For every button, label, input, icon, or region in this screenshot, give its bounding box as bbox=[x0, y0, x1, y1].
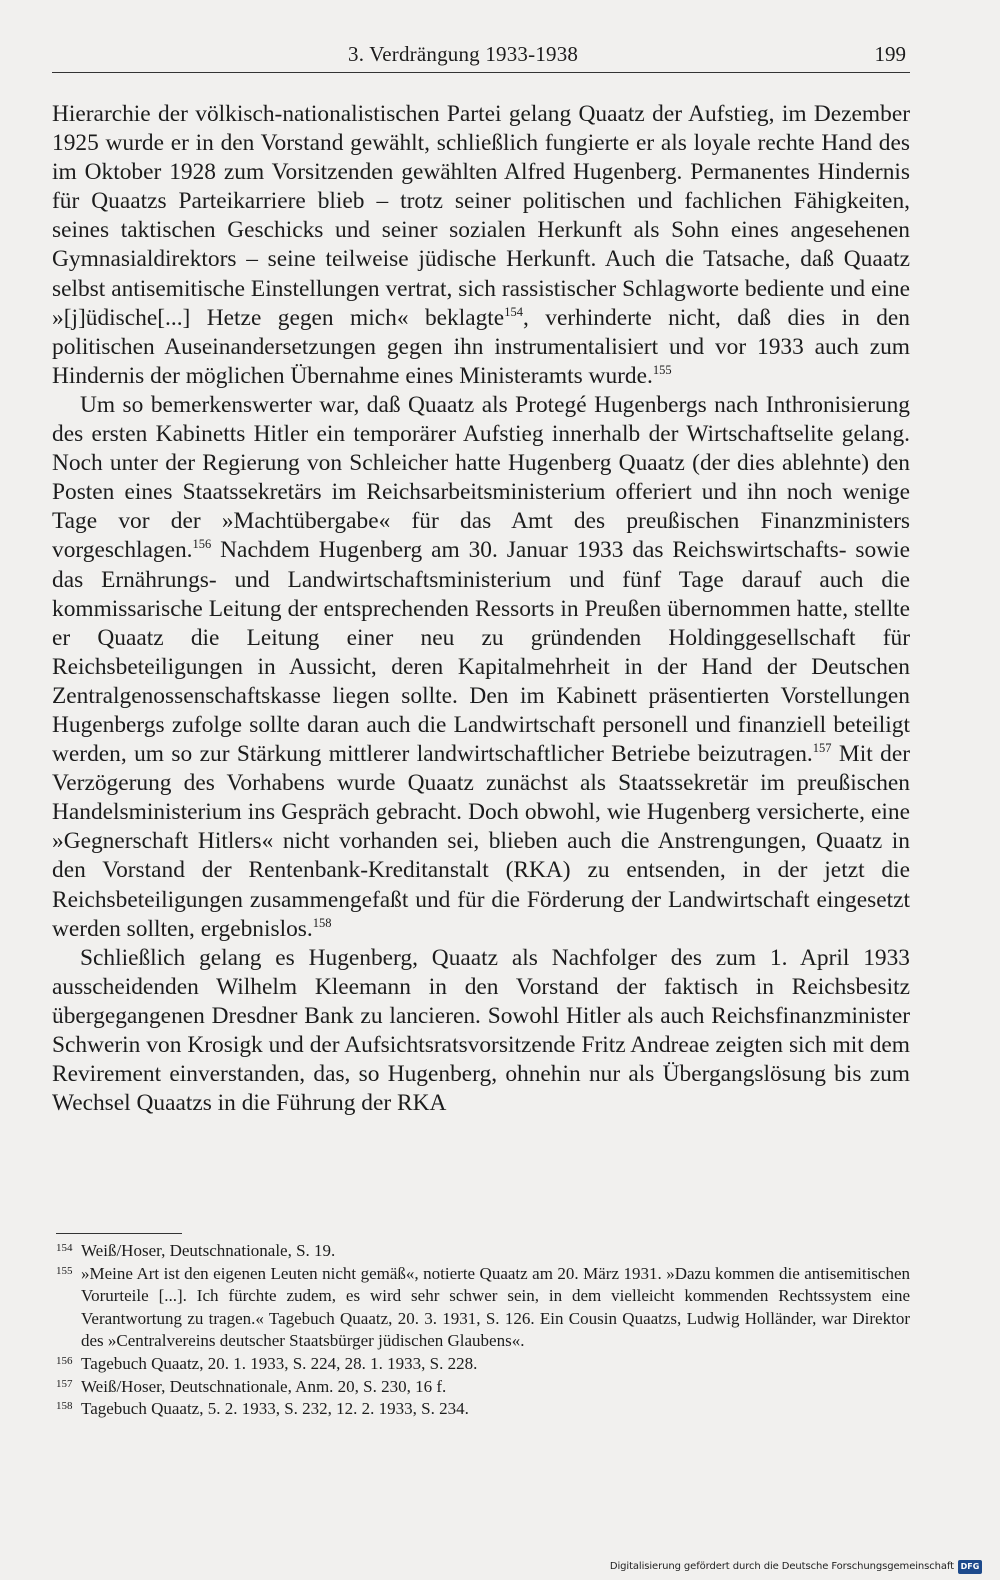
footnote-ref-158[interactable]: 158 bbox=[312, 915, 332, 930]
footnote-ref-157[interactable]: 157 bbox=[812, 741, 832, 756]
footnote-156 bbox=[56, 1353, 910, 1376]
footnote-text: Tagebuch Quaatz, 20. 1. 1933, S. 224, 28. 1. 1933, S. 228. bbox=[81, 1353, 478, 1373]
footnote-ref-156[interactable]: 156 bbox=[192, 537, 212, 552]
running-head: 3. Verdrängung 1933-1938 bbox=[348, 42, 579, 66]
paragraph-3: Schließlich gelang es Hugenberg, Quaatz als Nachfolger des zum 1. April 1933 ausscheidenden Wilhelm Kleemann in den Vorstand der faktisch in Reichsbesitz übergegangenen Dresdner Bank zu lancieren. Sowohl Hitler als auch Reichsfinanzminister Schwerin von Krosigk und der Aufsichtsratsvorsitzende Fritz Andreae zeigten sich mit dem Revirement einverstanden, das, so Hugenberg, ohnehin nur als Übergangslösung bis zum Wechsel Quaatzs in die Führung der RKA bbox=[52, 944, 910, 1117]
footnote-ref-155[interactable]: 155 bbox=[652, 362, 672, 377]
footnote-157 bbox=[56, 1376, 910, 1399]
footnote-text: Weiß/Hoser, Deutschnationale, Anm. 20, S. 230, 16 f. bbox=[81, 1376, 447, 1396]
footnote-text: Tagebuch Quaatz, 5. 2. 1933, S. 232, 12. 2. 1933, S. 234. bbox=[81, 1399, 469, 1419]
digitization-credit: Digitalisierung gefördert durch die Deutsche Forschungsgemeinschaft bbox=[609, 1561, 954, 1572]
footnote-154 bbox=[56, 1240, 910, 1263]
page-number: 199 bbox=[874, 42, 906, 66]
paragraph-1: Hierarchie der völkisch-nationalistischen Partei gelang Quaatz der Aufstieg, im Dezember 1925 wurde er in den Vorstand gewählt, schließlich fungierte er als loyale rechte Hand des im Oktober 1928 zum Vorsitzenden gewählten Alfred Hugenberg. Permanentes Hindernis für Quaatzs Parteikarriere blieb – trotz seiner politischen und fachlichen Fähigkeiten, seines taktischen Geschicks und seiner sozialen Herkunft als Sohn eines angesehenen Gymnasialdirektors – seine teilweise jüdische Herkunft. Auch die Tatsache, daß Quaatz selbst antisemitische Einstellungen vertrat, sich rassistischer Schlagworte bediente und eine »[j]üdische[...] Hetze gegen mich« beklagte$^{154}$, verhinderte nicht, daß dies in den politischen Auseinandersetzungen gegen ihn instrumentalisiert und vor 1933 auch zum Hindernis der möglichen Übernahme eines Ministeramts wurde.$^{155}$ bbox=[52, 101, 910, 389]
main-text bbox=[52, 100, 910, 1118]
footnote-number: 157 bbox=[56, 1377, 73, 1390]
footnotes bbox=[56, 1240, 910, 1421]
footnote-number: 156 bbox=[56, 1354, 73, 1367]
footnote-text: »Meine Art ist den eigenen Leuten nicht gemäß«, notierte Quaatz am 20. März 1931. »Dazu kommen die antisemitischen Vorurteile [...]. Ich fürchte zudem, es wird sehr schwer sein, in dem vielleicht kommenden Rechtssystem eine Verantwortung zu tragen.« Tagebuch Quaatz, 20. 3. 1931, S. 126. Ein Cousin Quaatzs, Ludwig Holländer, war Direktor des »Centralvereins deutscher Staatsbürger jüdischen Glaubens«. bbox=[81, 1263, 910, 1351]
paragraph-2: Um so bemerkenswerter war, daß Quaatz als Protegé Hugenbergs nach Inthronisierung des ersten Kabinetts Hitler ein temporärer Aufstieg innerhalb der Wirtschaftselite gelang. Noch unter der Regierung von Schleicher hatte Hugenberg Quaatz (der dies ablehnte) den Posten eines Staatssekretärs im Reichsarbeitsministerium offeriert und ihn noch wenige Tage vor der »Machtübergabe« für das Amt des preußischen Finanzministers vorgeschlagen.$^{156}$ Nachdem Hugenberg am 30. Januar 1933 das Reichswirtschafts- sowie das Ernährungs- und Landwirtschaftsministerium und fünf Tage darauf auch die kommissarische Leitung der entsprechenden Ressorts in Preußen übernommen hatte, stellte er Quaatz die Leitung einer neu zu gründenden Holdinggesellschaft für Reichsbeteiligungen in Aussicht, deren Kapitalmehrheit in der Hand der Deutschen Zentralgenossenschaftskasse liegen sollte. Den im Kabinett präsentierten Vorstellungen Hugenbergs zufolge sollte daran auch die Landwirtschaft personell und finanziell beteiligt werden, um so zur Stärkung mittlerer landwirtschaftlicher Betriebe beizutragen.$^{157}$ Mit der Verzögerung des Vorhabens wurde Quaatz zunächst als Staatssekretär im preußischen Handelsministerium ins Gespräch gebracht. Doch obwohl, wie Hugenberg versicherte, eine »Gegnerschaft Hitlers« nicht vorhanden sei, blieben auch die Anstrengungen, Quaatz in den Vorstand der Rentenbank-Kreditanstalt (RKA) zu entsenden, in der jetzt die Reichsbeteiligungen zusammengefaßt und für die Förderung der Landwirtschaft eingesetzt werden sollten, ergebnislos.$^{158}$ bbox=[52, 391, 911, 942]
footnote-number: 158 bbox=[56, 1400, 73, 1413]
footnote-number: 154 bbox=[56, 1242, 73, 1254]
footnote-155 bbox=[56, 1263, 910, 1353]
footnote-text: Weiß/Hoser, Deutschnationale, S. 19. bbox=[81, 1241, 336, 1260]
footnote-divider bbox=[56, 1233, 182, 1234]
dfg-logo: DFG bbox=[958, 1560, 982, 1574]
footnote-ref-154[interactable]: 154 bbox=[504, 304, 523, 319]
page-header bbox=[52, 42, 910, 73]
footnote-number: 155 bbox=[56, 1264, 73, 1277]
footnote-158 bbox=[56, 1398, 910, 1421]
